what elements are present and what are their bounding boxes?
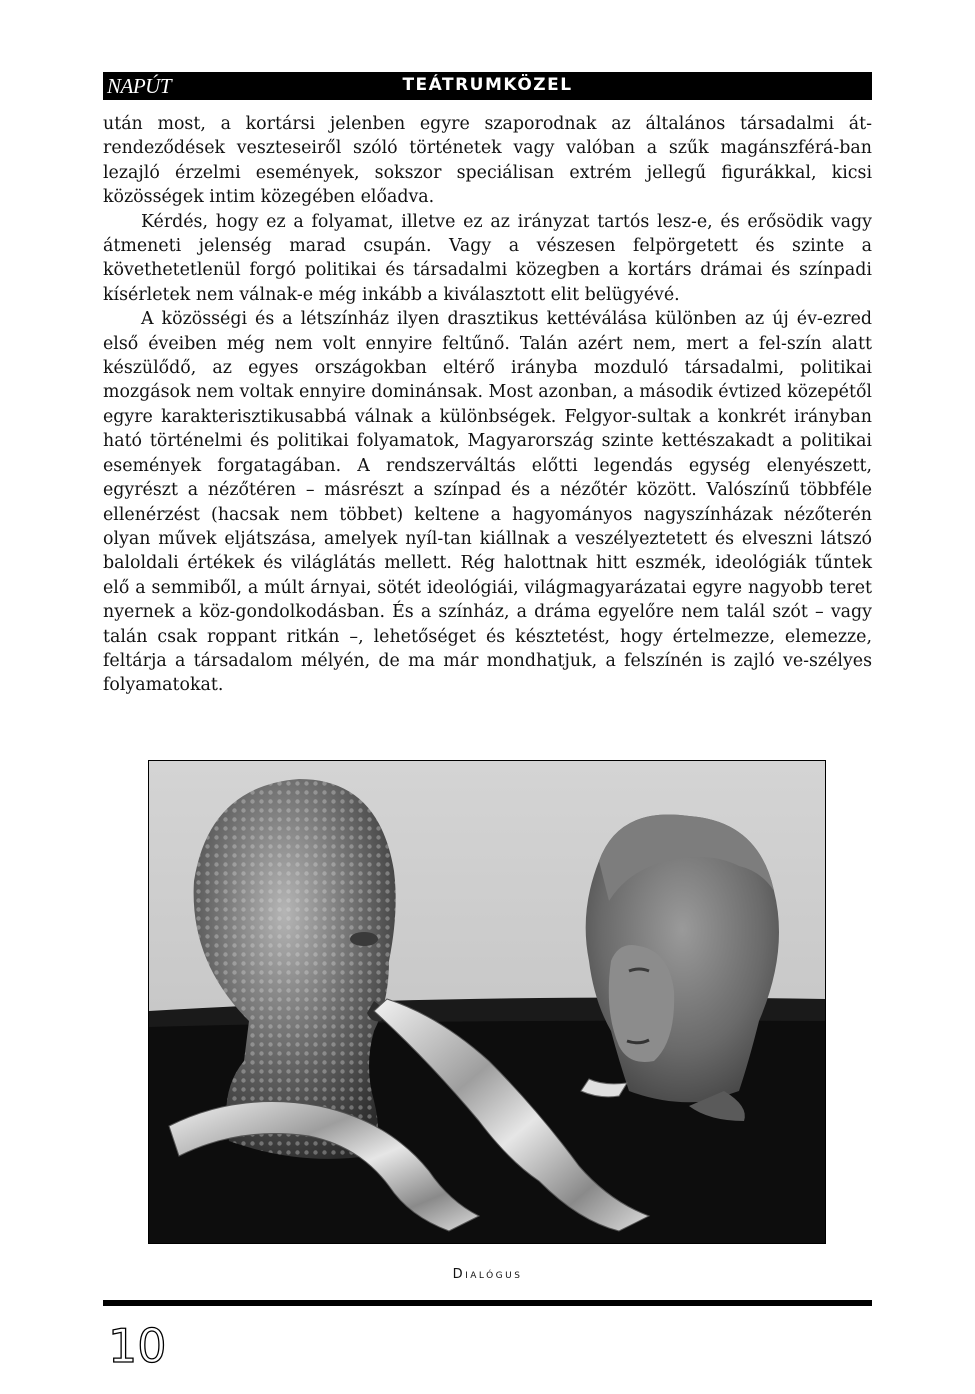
footer-rule — [103, 1300, 872, 1306]
running-header — [103, 72, 872, 100]
journal-logo: NAPÚT — [107, 74, 172, 98]
page-number-text: 10 — [108, 1322, 167, 1366]
dialogue-photo — [148, 760, 826, 1244]
figure-caption: Dialógus — [452, 1267, 523, 1282]
paragraph-1: után most, a kortársi jelenben egyre szaporodnak az általános társadalmi át-rendeződések veszteseiről szóló történetek vagy valóban a szűk magánszférá-ban lezajló érzelmi események, sokszor speciálisan extrém jellegű figurákkal, kicsi közösségek intim közegében előadva. — [103, 114, 872, 208]
article-body — [103, 112, 872, 698]
section-title: TEÁTRUMKÖZEL — [402, 75, 573, 95]
paragraph-2: Kérdés, hogy ez a folyamat, illetve ez az irányzat tartós lesz-e, és erősödik vagy átmeneti jelenség marad csupán. Vagy a vészesen felpörgetett és szinte a követhetetlenül forgó politikai és társadalmi közegben a kortárs drámai és színpadi kísérletek nem válnak-e még inkább a kiválasztott elit belügyévé. — [103, 211, 872, 305]
paragraph-3: A közösségi és a létszínház ilyen drasztikus kettéválása különben az új év-ezred első éveiben még nem volt ennyire feltűnő. Talán azért nem, mert a fel-szín alatt készülődő, az egyes országokban eltérő irányba mozduló társadalmi, politikai mozgások nem voltak ennyire dominánsak. Most azonban, a második évtized közepétől egyre karakterisztikusabbá válnak a különbségek. Felgyor-sultak a konkrét irányban ható történelmi és politikai folyamatok, Magyarország szinte kettészakadt a politikai események forgatagában. A rendszerváltás előtti legendás egység elenyészett, egyrészt a nézőtéren – másrészt a színpad és a nézőtér között. Valószínű többféle ellenérzést (hacsak nem többet) keltene a hagyományos nagyszínházak nézőterén olyan művek eljátszása, amelyek nyíl-tan kiállnak a veszélyeztetett és elveszni látszó baloldali értékek és világlátás mellett. Rég halottnak hitt eszmék, ideológiák tűntek elő a semmiből, a múlt árnyai, sötét ideológiái, világmagyarázatai egyre nagyobb teret nyernek a köz-gondolkodásban. És a színház, a dráma egyelőre nem talál szót – vagy talán csak roppant ritkán –, lehetőséget és késztetést, hogy értelmezze, elemezze, feltárja a társadalom mélyén, de ma már mondhatjuk, a felszínén is zajló ve-szélyes folyamatokat. — [103, 309, 872, 696]
page-number — [108, 1322, 172, 1366]
